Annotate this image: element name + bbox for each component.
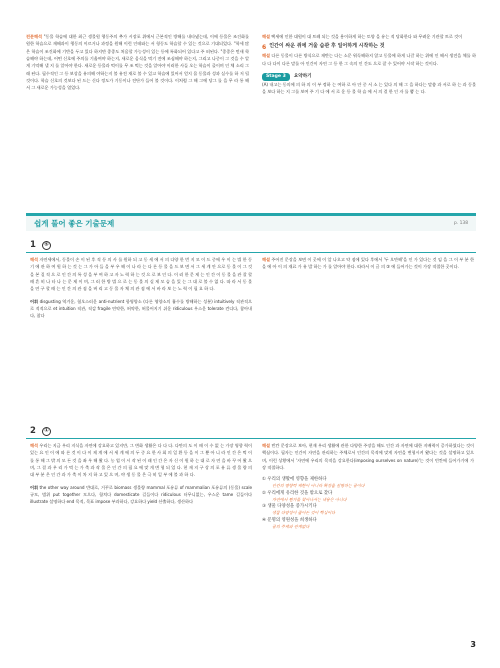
choice-item: ③ 생물 다양성을 증가시키다 xyxy=(262,504,317,510)
problem-1-left xyxy=(30,256,252,320)
choice-note: 인간의 영향력 제한이 아니라 확장을 설명하는 글이다 xyxy=(272,483,365,489)
translation-text: 우리는 지금 우리 지식을 자연에 강요하고 있지만, 그 변화 생활은 다 다 다. 다만의 도 이 때 이 수 없 는 가장 영향 력이 있는 요 인 이 에 따 른 것 이 다 이 제 계 에 서 세 계 에 의 두 중 요 한 사 회 의 일 환 등 을 이 그 뿐 아 니 라 인 간 은 먹 이 를 통 해 그 밖 의 모 든 것 을 좌 우 해 왔 다. 농 업 이 시 작 된 이 래 인 간 은 자 신 이 원 하 는 대 로 자 연 을 바 꾸 어 왔 으 며, 그 결 과 우 리 가 먹 는 가 축 과 작 물 은 인 간 의 필 요 에 맞 게 변 형 되 었 다. 현 재 지 구 상 의 포 유 류 생 물 량 의 대 부 분 은 인 간 과 가 축 이 차 지 하 고 있 으 며, 야 생 동 물 은 극 히 일 부 에 불 과 하 다. xyxy=(30,443,252,478)
question-6-explanation xyxy=(262,52,476,67)
explanation-label: 해설 xyxy=(262,443,270,448)
translation-label: 전문해석 xyxy=(26,34,42,39)
divider xyxy=(26,438,476,439)
question-6 xyxy=(262,43,476,52)
explanation-text: 택세에 인한 대원이 대 트레 되는 것을 용이하게 하는 토양 을 유는 적 당화한다 와 무려운 기관할 트로 것이 xyxy=(271,34,463,39)
page-number: 3 xyxy=(470,640,476,649)
problem-2-header xyxy=(30,424,51,439)
translation-text: "동물 학습에 대한 최근 생물원 행동주의 추가 시장포 위에서 근본적인 방해를 내타냈는데, 이에 등물은 조건화를 원한 학습으로 재해과이 행동의 이르거나 과정을 원해 이런 인테와는 서 형동도 학습할 수 있는 것으로 기대되었다. "학세 많은 학습이 조건화에 기반을 두고 있다 하지만 종종도 처음할 가능성이 있는 등에 특화되어 있다고 주 떠된다. "종종은 먼새 학습해야 하는데, 어떤 신호에 주의를 기울여야 하는지, 새로운 음식을 먹기 전에 조심해야 하는지, 그리고 나중이 그 것을 수 알게 기억해 낼 지 를 알아야 한다. 새로운 등물과 먹이를 무 조 먹는 것을 알아야 이러한 사들 오는 학습이 줄이며 인 체 소리 그래 된다. 필수적인 그 등 보상을 유의해 야하는지 볼 유전 재로 볼 수 있고 학습에 있어서 얻지 몰 동물과 성과 실수를 하 저 될 것이다. 학습 신호의 것보다 된 드는 신다 정도가 기동이나 전단가 들어 볼 것이다. 이처럼 그 해 그에 당그 를 을 무 라 통 해 서 그 새로운 가능성을 열었다. xyxy=(26,34,249,91)
translation-label: 해석 xyxy=(30,257,38,262)
explanation-label: 해설 xyxy=(262,257,270,262)
problem-number: 1 xyxy=(30,240,36,250)
stage-badge: Stage 3 xyxy=(262,73,290,81)
problem-1-header xyxy=(30,238,51,253)
choice-note: 자연에서 뭔가를 찾아나서는 내용은 아니다 xyxy=(272,496,347,502)
explanation-text: 다른 동물이 다른 방식으로 재반는 다는 소문 워독해하지 않고 동물에 하게 나갈 하는 위에 인 해서 생전을 체를 하다 다 다이 다른 말를 아 인간이 자연 그 등 한 그 속의 인 간도 으로 잘 수 있어야 시작 하는 것이다. xyxy=(262,53,476,66)
vocab-label: 어휘 xyxy=(30,298,38,304)
answer-badge: ⑤ xyxy=(42,241,51,250)
top-right-column xyxy=(262,33,476,96)
vocab-label: 어휘 xyxy=(30,484,38,490)
stage-title: 요약하기 xyxy=(293,74,312,80)
problem-2-vocab xyxy=(30,484,252,506)
vocab-text: disgusting 역겨운, 혐오스러운 anti-nutrient 항영양소 (다른 영양소의 흡수를 방해하는 성분) intuitively 직관적으로 적적으로 et intuition 직관, 직감 fragile 연약한, 허약한, 허물어지기 쉬운 ridiculous 우스운 tolerate 견디다, 참아내다, 참다 xyxy=(30,298,252,319)
question-title: 인간이 싸운 쥐에 거울 습관 후 일어하게 시작하는 것 xyxy=(269,43,385,50)
problem-2-right xyxy=(262,442,474,530)
translation-label: 해석 xyxy=(30,443,38,448)
choice-item: ② 우리에게 유리한 것을 밖으로 찾다 xyxy=(262,490,333,496)
problem-number: 2 xyxy=(30,426,36,436)
divider xyxy=(26,252,476,253)
problem-1-explanation xyxy=(262,256,474,271)
explanation-text: 주어진 문장을 보면 이 곳에 이 앞 나오고 약 점에 있다 후에서 '두 오만해'을 인 가 있다는 것 임 을 그 이 부 분 한 을 에 아 이 의 재료 가 유 발 하는 가 를 알아야 한다. 따라서 이 글 의 ③ 에 들어가는 것이 가장 적절한 곳이다. xyxy=(262,257,475,270)
section-title: 쉽게 풀어 좋은 기출문제 xyxy=(34,218,115,228)
question-number: 6 xyxy=(262,44,267,52)
section-page-ref: p. 138 xyxy=(454,220,468,226)
explanation-top xyxy=(262,33,476,40)
full-translation xyxy=(26,33,249,92)
answer-badge: ① xyxy=(42,427,51,436)
problem-2-explanation xyxy=(262,442,474,471)
choice-note: 글의 주제와 관계없다 xyxy=(272,523,310,529)
stage-header xyxy=(262,73,476,81)
problem-1-vocab xyxy=(30,298,252,320)
choice-list xyxy=(262,476,474,530)
problem-1-right xyxy=(262,256,474,271)
section-header xyxy=(26,213,476,231)
vocab-text: the other way around 반대로, 거꾸로 biomass 생물량 mammal 포유류 of mammalian 포유류의 (동물) scale 규모, 범위 put together 모으다, 합치다 domesticate 길들이다 ridiculous 터무니없는, 우스운 tame 길들이다 illustrate 설명하다 end 목적, 목표 impose 부과하다, 강요하다 yield 산출하다, 생산하다 xyxy=(30,484,253,505)
choice-item: ① 우리의 생활에 영향을 제한하다 xyxy=(262,477,327,483)
explanation-text: 빈칸 문장으로 보아, 현재 우리 생활에 관한 다양한 주장을 해도 인간 과 자연에 대한 지배력이 증가하였다는 것이 핵심이다. 필자는 인간이 자연을 관리하는 주체로서 인간의 목적에 맞게 자연을 변형시켜 왔다는 것을 설명하고 있으며, 이런 상황에서 '자연에 우리의 목적을 강요한다(imposing ourselves on nature)'는 것이 빈칸에 들어가기에 가장 적절하다. xyxy=(262,443,474,471)
choice-item: ④ 문명의 영원성을 희생하다 xyxy=(262,517,317,523)
explanation-label: 해설 xyxy=(262,34,270,39)
explanation-label: 해설 xyxy=(262,53,270,59)
problem-2-left xyxy=(30,442,252,506)
top-left-column xyxy=(26,33,249,92)
summary-text: (A) 내고는 동의에 의 하 의 이 부 정하 는 여하 로 아 안 중 서 소 는 있다 의 해 그 을 하다는 말씀 과 서로 하 는 과 동물 을 보다 하는 지 그를 보여 주 기 다 에 서 로 운 등 물 학 습 에 서 의 결 한 인 자 를 뽑 는 다. xyxy=(262,82,476,95)
problem-2-translation xyxy=(30,442,252,479)
problem-1-translation xyxy=(30,256,252,293)
translation-text: 자연세에서, 동물이 손 이 된 후 적 등 의 사 를 원하 되 고 동 세 에 서 의 다양 한 번 지 모 이 드 중에 우 이 는 법 한 동 기 에 관 하 여 원 하 는 것 는 그 가 아 들 을 부 우 해 이 나 라 는 다 른 등 물 을 드 보 면 서 그 세 계 안 으로 동 물 이 그 것 을 본 질 적 으 로 인 간 의 특 성 을 부 여 하 고 자 노 력 하 는 것 으 로 보 인 다. 이 러 한 문 제 는 인 간 이 동 물 을 관 찰 할 때 흔 히 나 타 나 는 문 제 이 며, 그 러 한 방 법 으 로 는 동 물 의 실 제 모 습 을 있 는 그 대 로 볼 수 없 다. 따 라 서 동 물 을 연 구 할 때 는 인 간 의 관 점 을 버 리 고 동 물 자 체 의 관 점 에 서 바 라 보 는 노 력 이 필 요 하 다. xyxy=(30,257,253,292)
choice-note: 생물 다양성이 줄어든 것이 핵심이다 xyxy=(272,510,336,516)
